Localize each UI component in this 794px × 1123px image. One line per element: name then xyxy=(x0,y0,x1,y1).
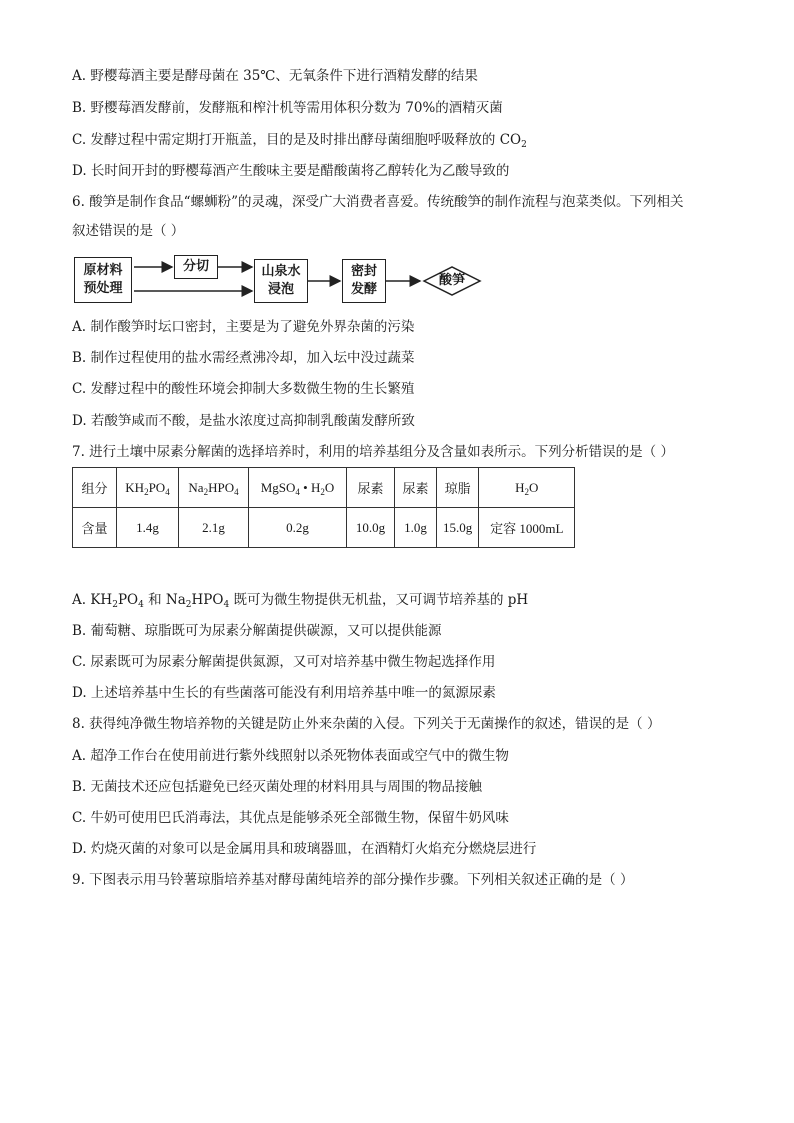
table-row xyxy=(73,508,575,548)
q9-stem: 9. 下图表示用马铃薯琼脂培养基对酵母菌纯培养的部分操作步骤。下列相关叙述正确的是（ ） xyxy=(72,872,634,888)
table-cell: 1.4g xyxy=(117,508,179,548)
table-header-cell: 尿素 xyxy=(395,468,437,508)
flow-end-label: 酸笋 xyxy=(438,273,465,288)
q7-option-b: B. 葡萄糖、琼脂既可为尿素分解菌提供碳源，又可以提供能源 xyxy=(72,623,442,639)
q6-option-b: B. 制作过程使用的盐水需经煮沸冷却，加入坛中没过蔬菜 xyxy=(72,350,415,366)
table-row xyxy=(73,468,575,508)
q7-option-c: C. 尿素既可为尿素分解菌提供氮源，又可对培养基中微生物起选择作用 xyxy=(72,654,496,670)
table-cell: 定容 1000mL xyxy=(479,508,575,548)
q5-option-b: B. 野樱莓酒发酵前，发酵瓶和榨汁机等需用体积分数为 70%的酒精灭菌 xyxy=(72,100,503,116)
q6-stem-cont: 叙述错误的是（ ） xyxy=(72,223,185,239)
q5-option-a: A. 野樱莓酒主要是酵母菌在 35℃、无氧条件下进行酒精发酵的结果 xyxy=(72,68,478,84)
table-cell: 0.2g xyxy=(249,508,347,548)
table-header-cell: 琼脂 xyxy=(437,468,479,508)
table-cell: 2.1g xyxy=(179,508,249,548)
table-cell: 15.0g xyxy=(437,508,479,548)
table-cell: 10.0g xyxy=(347,508,395,548)
table-cell: 1.0g xyxy=(395,508,437,548)
q8-option-a: A. 超净工作台在使用前进行紫外线照射以杀死物体表面或空气中的微生物 xyxy=(72,748,509,764)
q8-option-d: D. 灼烧灭菌的对象可以是金属用具和玻璃器皿，在酒精灯火焰充分燃烧层进行 xyxy=(72,841,537,857)
q6-option-a: A. 制作酸笋时坛口密封，主要是为了避免外界杂菌的污染 xyxy=(72,319,415,335)
q6-flowchart xyxy=(72,255,492,307)
flow-box-pretreat: 原材料 预处理 xyxy=(74,257,132,303)
q8-option-c: C. 牛奶可使用巴氏消毒法，其优点是能够杀死全部微生物，保留牛奶风味 xyxy=(72,810,509,826)
q5-option-d: D. 长时间开封的野樱莓酒产生酸味主要是醋酸菌将乙醇转化为乙酸导致的 xyxy=(72,163,510,179)
q7-medium-table xyxy=(72,467,575,548)
flow-box-cut: 分切 xyxy=(174,255,218,279)
q8-stem: 8. 获得纯净微生物培养物的关键是防止外来杂菌的入侵。下列关于无菌操作的叙述，错误的是（ ） xyxy=(72,716,661,732)
table-header-cell: MgSO$_4$ • $H_2O$ xyxy=(249,468,347,508)
flow-box-ferment: 密封 发酵 xyxy=(342,259,386,303)
table-cell: 含量 xyxy=(73,508,117,548)
q8-option-b: B. 无菌技术还应包括避免已经灭菌处理的材料用具与周围的物品接触 xyxy=(72,779,483,795)
q7-option-a: A. $KH_2PO_4$ 和 $Na_2HPO_4$ 既可为微生物提供无机盐，又可调节培养基的 pH xyxy=(72,592,529,610)
q5-option-c: C. 发酵过程中需定期打开瓶盖，目的是及时排出酵母菌细胞呼吸释放的 $CO_2$ xyxy=(72,132,527,150)
table-header-cell: 尿素 xyxy=(347,468,395,508)
flow-box-soak: 山泉水 浸泡 xyxy=(254,259,308,303)
q6-option-c: C. 发酵过程中的酸性环境会抑制大多数微生物的生长繁殖 xyxy=(72,381,415,397)
table-header-cell: $KH_2PO_4$ xyxy=(117,468,179,508)
q6-stem: 6. 酸笋是制作食品“螺蛳粉”的灵魂，深受广大消费者喜爱。传统酸笋的制作流程与泡菜类似。下列相关 xyxy=(72,194,684,210)
q7-stem: 7. 进行土壤中尿素分解菌的选择培养时，利用的培养基组分及含量如表所示。下列分析错误的是（ ） xyxy=(72,444,674,460)
table-header-cell: 组分 xyxy=(73,468,117,508)
table-header-cell: $H_2O$ xyxy=(479,468,575,508)
table-header-cell: $Na_2HPO_4$ xyxy=(179,468,249,508)
q7-option-d: D. 上述培养基中生长的有些菌落可能没有利用培养基中唯一的氮源尿素 xyxy=(72,685,496,701)
q6-option-d: D. 若酸笋咸而不酸，是盐水浓度过高抑制乳酸菌发酵所致 xyxy=(72,413,415,429)
